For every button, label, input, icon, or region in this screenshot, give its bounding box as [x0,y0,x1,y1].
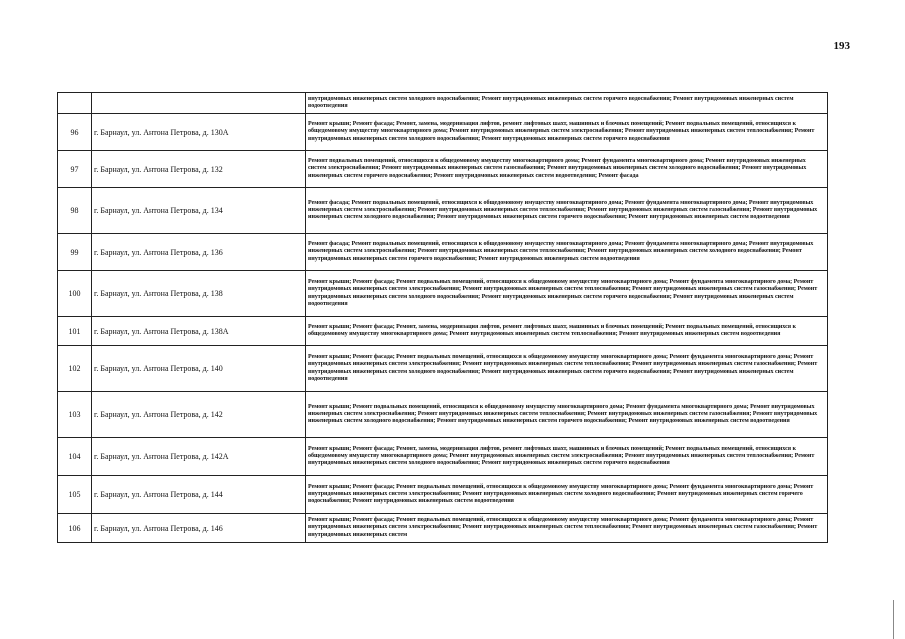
row-address: г. Барнаул, ул. Антона Петрова, д. 138А [92,317,306,346]
row-number: 96 [58,114,92,151]
row-address: г. Барнаул, ул. Антона Петрова, д. 144 [92,476,306,514]
row-number: 104 [58,438,92,476]
scan-edge-line [893,600,894,639]
row-works: Ремонт крыши; Ремонт фасада; Ремонт подвальных помещений, относящихся к общедомовому имуществу многоквартирного дома; Ремонт фундамента многоквартирного дома; Ремонт внутридомовых инженерных систем электроснабжения; Ремонт внутридомовых инженерных систем холодного водоснабжения; Ремонт внутридомовых инженерных систем горячего водоснабжения; Ремонт внутридомовых инженерных систем водоотведения [306,476,828,514]
repair-works-table [57,92,828,543]
table-row [58,234,828,271]
table-row [58,271,828,317]
row-works: внутридомовых инженерных систем холодного водоснабжения; Ремонт внутридомовых инженерных систем горячего водоснабжения; Ремонт внутридомовых инженерных систем водоотведения [306,93,828,114]
row-number: 99 [58,234,92,271]
row-number: 103 [58,392,92,438]
row-works: Ремонт крыши; Ремонт фасада; Ремонт, замена, модернизация лифтов, ремонт лифтовых шахт, машинных и блочных помещений; Ремонт подвальных помещений, относящихся к общедомовому имуществу многоквартирного дома; Ремонт внутридомовых инженерных систем электроснабжения; Ремонт внутридомовых инженерных систем теплоснабжения; Ремонт внутридомовых инженерных систем холодного водоснабжения; Ремонт внутридомовых инженерных систем горячего водоснабжения [306,438,828,476]
row-address: г. Барнаул, ул. Антона Петрова, д. 130А [92,114,306,151]
row-address: г. Барнаул, ул. Антона Петрова, д. 138 [92,271,306,317]
table-row [58,188,828,234]
row-address: г. Барнаул, ул. Антона Петрова, д. 146 [92,514,306,543]
row-works: Ремонт крыши; Ремонт фасада; Ремонт, замена, модернизация лифтов, ремонт лифтовых шахт, машинных и блочных помещений; Ремонт подвальных помещений, относящихся к общедомовому имуществу многоквартирного дома; Ремонт внутридомовых инженерных систем теплоснабжения; Ремонт внутридомовых инженерных систем водоотведения [306,317,828,346]
row-works: Ремонт крыши; Ремонт фасада; Ремонт подвальных помещений, относящихся к общедомовому имуществу многоквартирного дома; Ремонт фундамента многоквартирного дома; Ремонт внутридомовых инженерных систем электроснабжения; Ремонт внутридомовых инженерных систем теплоснабжения; Ремонт внутридомовых инженерных систем газоснабжения; Ремонт внутридомовых инженерных систем холодного водоснабжения; Ремонт внутридомовых инженерных систем горячего водоснабжения; Ремонт внутридомовых инженерных систем водоотведения [306,346,828,392]
table-row [58,476,828,514]
table-row [58,392,828,438]
row-number: 106 [58,514,92,543]
row-works: Ремонт крыши; Ремонт фасада; Ремонт, замена, модернизация лифтов, ремонт лифтовых шахт, машинных и блочных помещений; Ремонт подвальных помещений, относящихся к общедомовому имуществу многоквартирного дома; Ремонт внутридомовых инженерных систем электроснабжения; Ремонт внутридомовых инженерных систем теплоснабжения; Ремонт внутридомовых инженерных систем холодного водоснабжения; Ремонт внутридомовых инженерных систем горячего водоснабжения [306,114,828,151]
row-works: Ремонт крыши; Ремонт подвальных помещений, относящихся к общедомовому имуществу многоквартирного дома; Ремонт фундамента многоквартирного дома; Ремонт внутридомовых инженерных систем электроснабжения; Ремонт внутридомовых инженерных систем теплоснабжения; Ремонт внутридомовых инженерных систем газоснабжения; Ремонт внутридомовых инженерных систем холодного водоснабжения; Ремонт внутридомовых инженерных систем горячего водоснабжения; Ремонт внутридомовых инженерных систем водоотведения [306,392,828,438]
table-row [58,93,828,114]
page-number: 193 [833,40,850,52]
row-address: г. Барнаул, ул. Антона Петрова, д. 140 [92,346,306,392]
row-number: 100 [58,271,92,317]
row-works: Ремонт подвальных помещений, относящихся к общедомовому имуществу многоквартирного дома; Ремонт фундамента многоквартирного дома; Ремонт внутридомовых инженерных систем электроснабжения; Ремонт внутридомовых инженерных систем газоснабжения; Ремонт внутридомовых инженерных систем холодного водоснабжения; Ремонт внутридомовых инженерных систем горячего водоснабжения; Ремонт внутридомовых инженерных систем водоотведения; Ремонт фасада [306,151,828,188]
table-row [58,151,828,188]
table-row [58,317,828,346]
row-works: Ремонт фасада; Ремонт подвальных помещений, относящихся к общедомовому имуществу многоквартирного дома; Ремонт фундамента многоквартирного дома; Ремонт внутридомовых инженерных систем электроснабжения; Ремонт внутридомовых инженерных систем теплоснабжения; Ремонт внутридомовых инженерных систем холодного водоснабжения; Ремонт внутридомовых инженерных систем горячего водоснабжения; Ремонт внутридомовых инженерных систем водоотведения [306,234,828,271]
row-works: Ремонт крыши; Ремонт фасада; Ремонт подвальных помещений, относящихся к общедомовому имуществу многоквартирного дома; Ремонт фундамента многоквартирного дома; Ремонт внутридомовых инженерных систем электроснабжения; Ремонт внутридомовых инженерных систем теплоснабжения; Ремонт внутридомовых инженерных систем газоснабжения; Ремонт внутридомовых инженерных систем холодного водоснабжения; Ремонт внутридомовых инженерных систем горячего водоснабжения; Ремонт внутридомовых инженерных систем водоотведения [306,271,828,317]
row-address: г. Барнаул, ул. Антона Петрова, д. 136 [92,234,306,271]
row-number: 97 [58,151,92,188]
row-number: 101 [58,317,92,346]
table-row [58,114,828,151]
table-row [58,438,828,476]
row-number: 105 [58,476,92,514]
row-address: г. Барнаул, ул. Антона Петрова, д. 142А [92,438,306,476]
row-number: 98 [58,188,92,234]
row-works: Ремонт крыши; Ремонт фасада; Ремонт подвальных помещений, относящихся к общедомовому имуществу многоквартирного дома; Ремонт фундамента многоквартирного дома; Ремонт внутридомовых инженерных систем электроснабжения; Ремонт внутридомовых инженерных систем теплоснабжения; Ремонт внутридомовых инженерных систем газоснабжения; Ремонт внутридомовых инженерных систем [306,514,828,543]
table-row [58,346,828,392]
table-row [58,514,828,543]
row-address: г. Барнаул, ул. Антона Петрова, д. 132 [92,151,306,188]
row-works: Ремонт фасада; Ремонт подвальных помещений, относящихся к общедомовому имуществу многоквартирного дома; Ремонт фундамента многоквартирного дома; Ремонт внутридомовых инженерных систем электроснабжения; Ремонт внутридомовых инженерных систем теплоснабжения; Ремонт внутридомовых инженерных систем газоснабжения; Ремонт внутридомовых инженерных систем холодного водоснабжения; Ремонт внутридомовых инженерных систем горячего водоснабжения; Ремонт внутридомовых инженерных систем водоотведения [306,188,828,234]
row-number: 102 [58,346,92,392]
row-address: г. Барнаул, ул. Антона Петрова, д. 134 [92,188,306,234]
row-address [92,93,306,114]
row-number [58,93,92,114]
row-address: г. Барнаул, ул. Антона Петрова, д. 142 [92,392,306,438]
